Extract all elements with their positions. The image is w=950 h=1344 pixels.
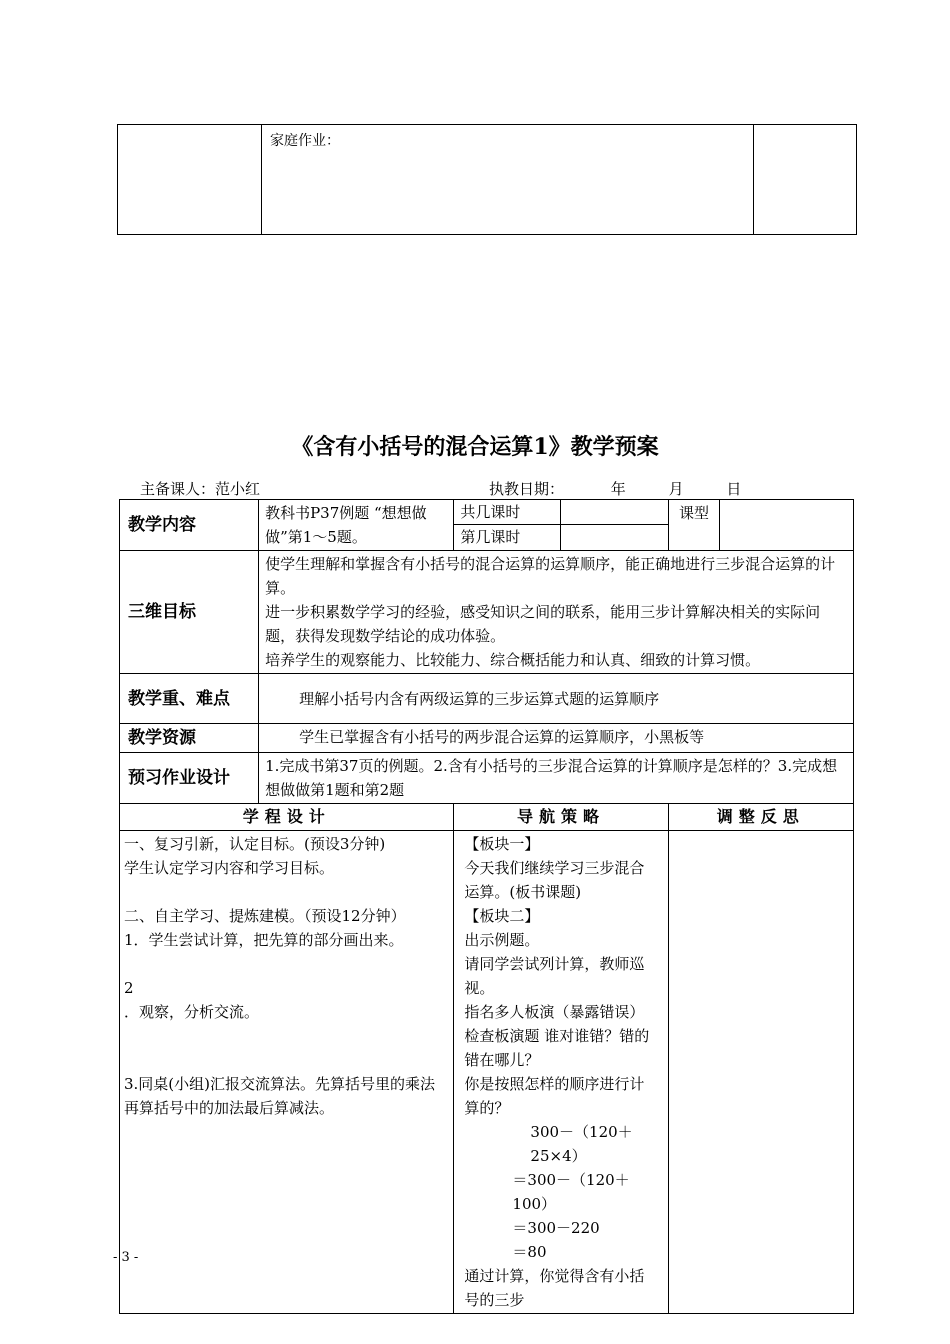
design-line: 1．学生尝试计算，把先算的部分画出来。 (124, 931, 404, 949)
period-values (561, 500, 668, 551)
year-label: 年 (610, 480, 626, 498)
preparer-label: 主备课人：范小红 (140, 480, 261, 498)
design-column (120, 831, 454, 1314)
calc-line: 300－（120＋25×4） (530, 1123, 633, 1165)
date-line (489, 478, 741, 499)
block-label: 【板块一】 (464, 835, 540, 853)
which-period-value (561, 525, 667, 549)
calc-line: ＝80 (512, 1243, 547, 1261)
column-header-strategy: 导航策略 (454, 804, 668, 831)
strategy-line: 出示例题。 (464, 931, 540, 949)
resource-label: 教学资源 (120, 724, 259, 753)
strategy-line: 指名多人板演（暴露错误） (464, 1003, 645, 1021)
resource-text: 学生已掌握含有小括号的两步混合运算的运算顺序，小黑板等 (259, 724, 854, 753)
total-periods-value (561, 500, 667, 525)
block-label: 【板块二】 (464, 907, 540, 925)
page-number: - 3 - (113, 1250, 139, 1265)
key-label: 教学重、难点 (120, 674, 259, 724)
design-line: 二、自主学习、提炼建模。（预设12分钟） (124, 907, 406, 925)
which-period-label: 第几课时 (460, 528, 521, 546)
period-labels (454, 500, 561, 551)
type-label: 课型 (668, 500, 720, 551)
total-periods-label: 共几课时 (454, 500, 560, 525)
preview-label: 预习作业设计 (120, 753, 259, 804)
goals-label: 三维目标 (120, 551, 259, 674)
date-label: 执教日期： (489, 480, 565, 498)
preview-text: 1.完成书第37页的例题。2.含有小括号的三步混合运算的计算顺序是怎样的？3.完成想想做做第1题和第2题 (259, 753, 854, 804)
column-header-reflection: 调整反思 (668, 804, 853, 831)
month-label: 月 (668, 480, 684, 498)
design-line: 2 (124, 979, 134, 997)
strategy-column (454, 831, 668, 1314)
design-line: 3.同桌(小组)汇报交流算法。先算括号里的乘法再算括号中的加法最后算减法。 (124, 1075, 436, 1117)
design-line: ．观察，分析交流。 (124, 1003, 260, 1021)
homework-table (117, 124, 857, 235)
reflection-column (668, 831, 853, 1314)
strategy-line: 通过计算，你觉得含有小括号的三步 (464, 1267, 645, 1309)
calc-line: ＝300－（120＋100） (512, 1171, 630, 1213)
lesson-plan-table (119, 499, 854, 1314)
page-title: 《含有小括号的混合运算1》教学预案 (291, 434, 659, 460)
strategy-line: 检查板演题 谁对谁错？错的错在哪儿？ (464, 1027, 650, 1069)
strategy-line: 今天我们继续学习三步混合运算。(板书课题) (464, 859, 645, 901)
content-label: 教学内容 (120, 500, 259, 551)
homework-cell: 家庭作业： (262, 125, 754, 235)
content-text: 教科书P37例题 “想想做做”第1～5题。 (259, 500, 454, 551)
goals-text (259, 551, 854, 674)
type-value (720, 500, 854, 551)
day-label: 日 (726, 480, 742, 498)
goal-3: 培养学生的观察能力、比较能力、综合概括能力和认真、细致的计算习惯。 (265, 651, 761, 669)
empty-cell (754, 125, 857, 235)
strategy-line: 你是按照怎样的顺序进行计算的？ (464, 1075, 645, 1117)
design-line: 一、复习引新，认定目标。(预设3分钟) (124, 835, 386, 853)
column-header-design: 学程设计 (120, 804, 454, 831)
goal-1: 使学生理解和掌握含有小括号的混合运算的运算顺序，能正确地进行三步混合运算的计算。 (265, 555, 836, 597)
empty-cell (118, 125, 262, 235)
design-line: 学生认定学习内容和学习目标。 (124, 859, 335, 877)
key-text: 理解小括号内含有两级运算的三步运算式题的运算顺序 (259, 674, 854, 724)
goal-2: 进一步积累数学学习的经验，感受知识之间的联系，能用三步计算解决相关的实际问题，获得发现数学结论的成功体验。 (265, 603, 821, 645)
calc-line: ＝300－220 (512, 1219, 600, 1237)
strategy-line: 请同学尝试列计算，教师巡视。 (464, 955, 645, 997)
